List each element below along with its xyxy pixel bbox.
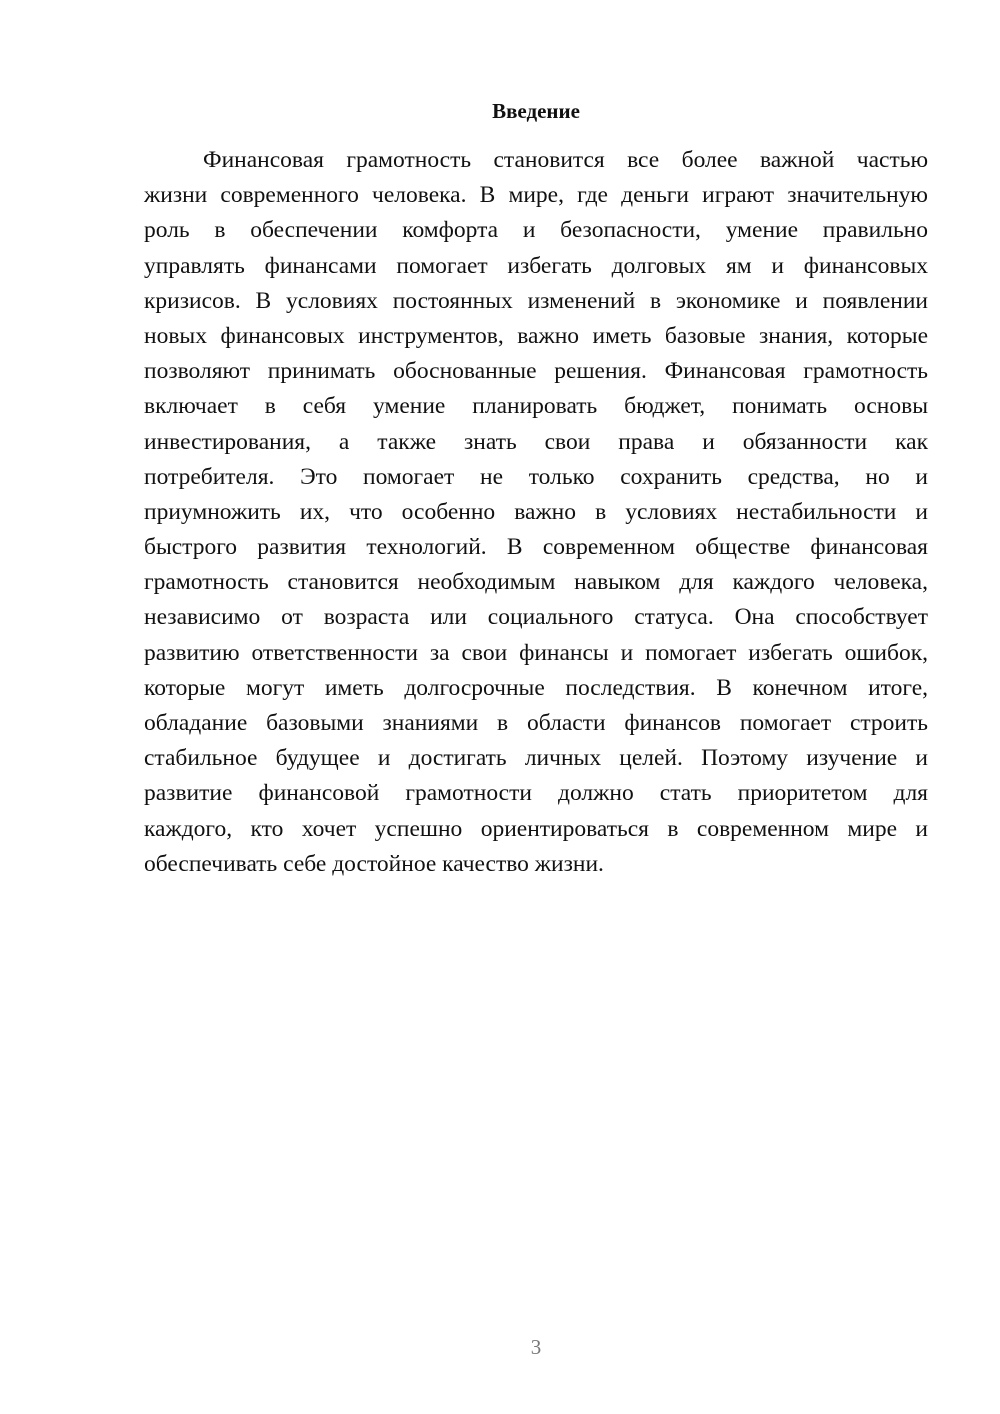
paragraph-line: жизни современного человека. В мире, где деньги играют значительную <box>144 182 928 209</box>
paragraph-line: развитие финансовой грамотности должно стать приоритетом для <box>144 780 928 807</box>
paragraph-line: кризисов. В условиях постоянных изменений в экономике и появлении <box>144 287 928 314</box>
paragraph-line: Финансовая грамотность становится все более важной частью <box>203 147 928 173</box>
paragraph-line: обеспечивать себе достойное качество жизни. <box>144 850 604 877</box>
paragraph-line: включает в себя умение планировать бюджет, понимать основы <box>144 393 928 420</box>
section-heading: Введение <box>492 99 580 123</box>
paragraph-line: развитию ответственности за свои финансы и помогает избегать ошибок, <box>144 639 928 666</box>
paragraph-line: роль в обеспечении комфорта и безопасности, умение правильно <box>144 217 928 244</box>
paragraph-line: которые могут иметь долгосрочные последствия. В конечном итоге, <box>144 674 928 701</box>
paragraph-line: грамотность становится необходимым навыком для каждого человека, <box>144 569 928 596</box>
paragraph-line: новых финансовых инструментов, важно иметь базовые знания, которые <box>144 322 928 349</box>
paragraph-line: позволяют принимать обоснованные решения. Финансовая грамотность <box>144 358 928 385</box>
paragraph-line: обладание базовыми знаниями в области финансов помогает строить <box>144 710 928 736</box>
paragraph-line: стабильное будущее и достигать личных целей. Поэтому изучение и <box>144 745 928 772</box>
paragraph-line: независимо от возраста или социального статуса. Она способствует <box>144 604 928 631</box>
paragraph-line: инвестирования, а также знать свои права и обязанности как <box>144 428 928 455</box>
paragraph-line: быстрого развития технологий. В современном обществе финансовая <box>144 534 928 561</box>
page-number: 3 <box>530 1335 542 1359</box>
paragraph-line: потребителя. Это помогает не только сохранить средства, но и <box>144 463 928 490</box>
paragraph-line: управлять финансами помогает избегать долговых ям и финансовых <box>144 252 928 279</box>
paragraph-line: приумножить их, что особенно важно в условиях нестабильности и <box>144 498 928 525</box>
paragraph-line: каждого, кто хочет успешно ориентироваться в современном мире и <box>144 815 928 842</box>
body-paragraph <box>144 143 928 882</box>
